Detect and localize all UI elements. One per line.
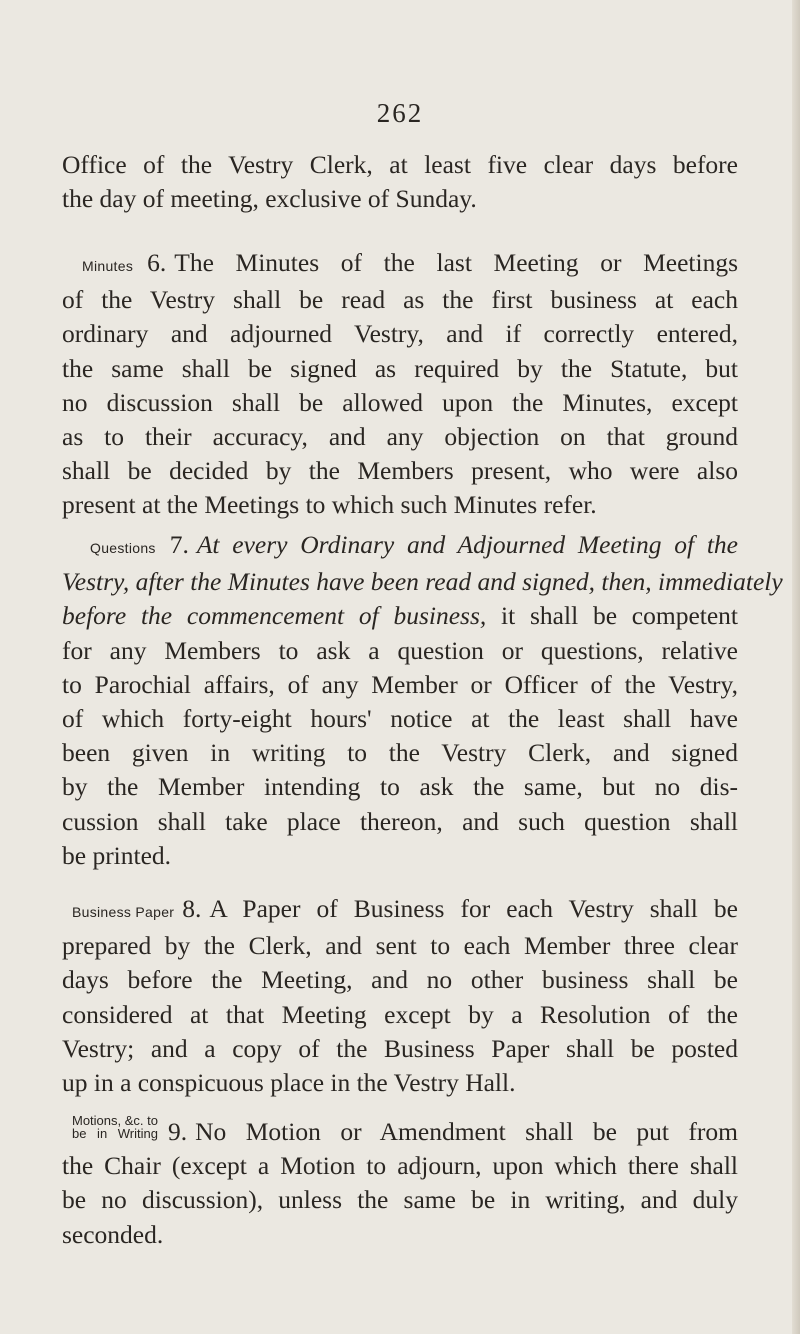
text-line: considered at that Meeting except by a Resolution of the xyxy=(62,999,738,1029)
paragraph-continuation xyxy=(62,148,738,216)
page-edge-shadow xyxy=(792,0,800,1334)
text-line xyxy=(62,1114,738,1149)
italic-span: before the commencement of business, xyxy=(62,601,487,631)
text-line: seconded. xyxy=(62,1219,164,1249)
text-line: Vestry; and a copy of the Business Paper shall be posted xyxy=(62,1033,738,1063)
rule-number: 6. xyxy=(147,248,167,277)
text-span: A Paper of Business for each Vestry shall be xyxy=(209,894,738,923)
text-line xyxy=(62,528,738,565)
rule-number: 9. xyxy=(167,1117,188,1146)
text-line: be printed. xyxy=(62,840,172,870)
text-line: for any Members to ask a question or questions, relative xyxy=(62,635,738,665)
text-line: of the Vestry shall be read as the first business at each xyxy=(62,285,738,315)
text-line: been given in writing to the Vestry Clerk, and signed xyxy=(62,738,738,768)
rule-9-motions xyxy=(62,1114,738,1252)
text-line: days before the Meeting, and no other business shall be xyxy=(62,965,738,995)
page-number: 262 xyxy=(376,98,424,128)
text-span: it shall be competent xyxy=(486,601,739,631)
text-line xyxy=(62,246,738,283)
rule-7-questions xyxy=(62,528,783,873)
text-line: the Chair (except a Motion to adjourn, upon which there shall xyxy=(62,1151,738,1181)
text-line: by the Member intending to ask the same, but no dis- xyxy=(62,772,738,802)
margin-note-line: Motions, &c. to xyxy=(72,1113,158,1128)
text-line xyxy=(62,565,783,599)
rule-8-business-paper xyxy=(62,892,738,1100)
text-line: of which forty-eight hours' notice at the least shall have xyxy=(62,704,738,734)
margin-note-line: be in Writing xyxy=(72,1126,158,1141)
text-line: present at the Meetings to which such Minutes refer. xyxy=(62,490,597,520)
rule-number: 8. xyxy=(182,894,202,923)
text-line: as to their accuracy, and any objection on that ground xyxy=(62,422,738,452)
text-line xyxy=(62,892,738,929)
rule-number: 7. xyxy=(169,530,189,559)
margin-note: Questions xyxy=(90,540,156,556)
text-line: no discussion shall be allowed upon the Minutes, except xyxy=(62,387,738,417)
text-line: shall be decided by the Members present, who were also xyxy=(62,456,738,486)
margin-note xyxy=(72,1114,158,1140)
text-line: up in a conspicuous place in the Vestry Hall. xyxy=(62,1068,516,1098)
text-line xyxy=(62,599,738,633)
text-line: prepared by the Clerk, and sent to each Member three clear xyxy=(62,931,738,961)
rule-6-minutes xyxy=(62,246,738,523)
text-line: Office of the Vestry Clerk, at least five clear days before xyxy=(62,150,738,179)
text-line: the same shall be signed as required by the Statute, but xyxy=(62,353,738,383)
italic-span: At every Ordinary and Adjourned Meeting of the xyxy=(196,530,738,559)
text-span: No Motion or Amendment shall be put from xyxy=(195,1117,738,1146)
text-line: cussion shall take place thereon, and such question shall xyxy=(62,806,738,836)
text-line: be no discussion), unless the same be in writing, and duly xyxy=(62,1185,738,1215)
text-line: the day of meeting, exclusive of Sunday. xyxy=(62,184,477,214)
margin-note: Business Paper xyxy=(72,904,175,920)
text-line: to Parochial affairs, of any Member or Officer of the Vestry, xyxy=(62,669,738,699)
margin-note: Minutes xyxy=(82,258,134,274)
text-span: The Minutes of the last Meeting or Meetings xyxy=(174,248,738,277)
text-line: ordinary and adjourned Vestry, and if correctly entered, xyxy=(62,319,738,349)
italic-span: Vestry, after the Minutes have been read and signed, then, immediately xyxy=(62,567,783,597)
